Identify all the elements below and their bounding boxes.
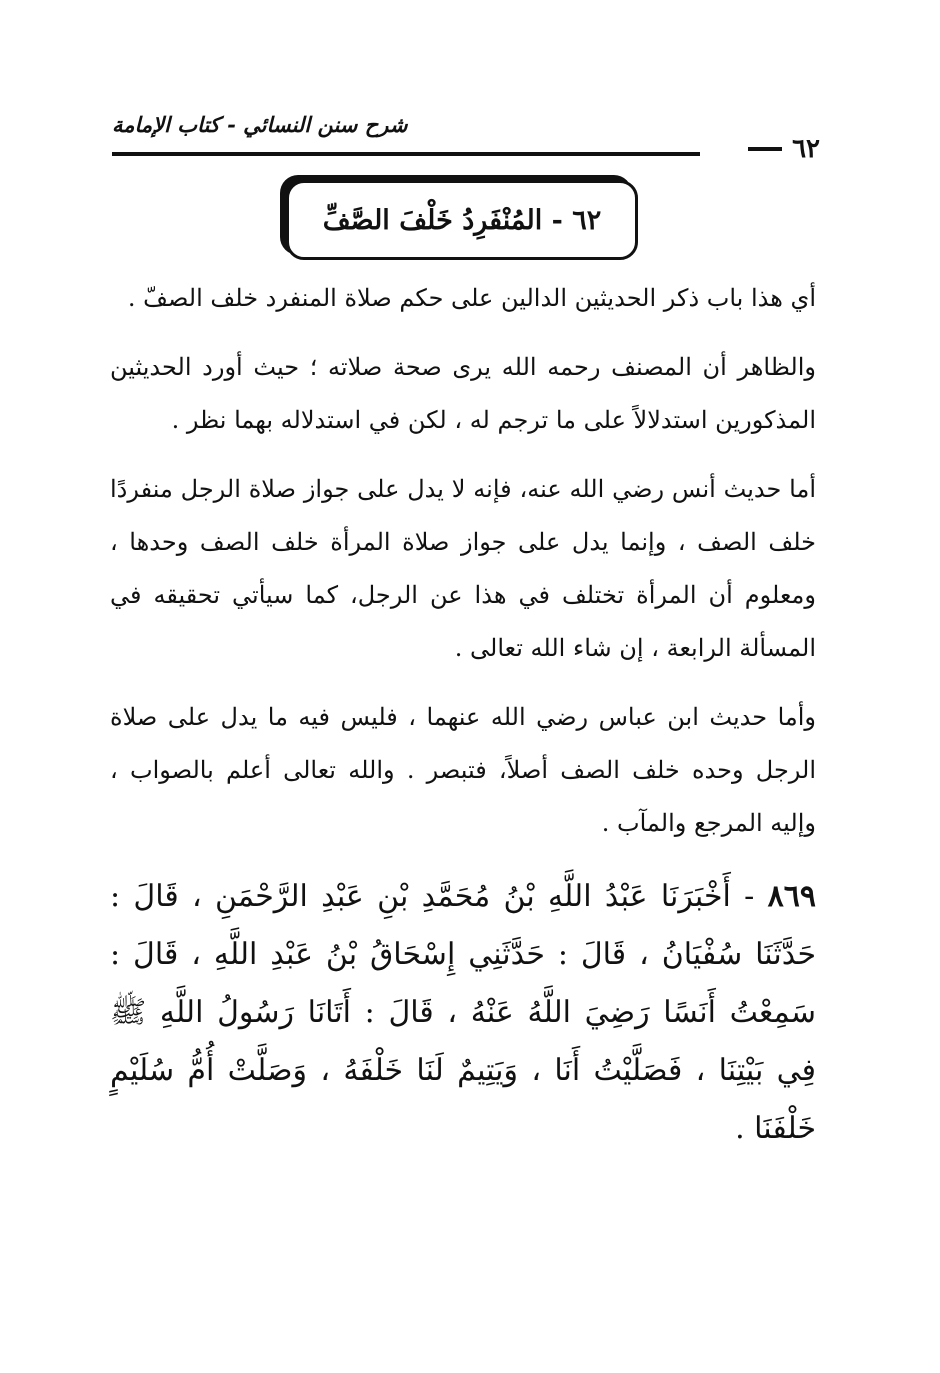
header-rule bbox=[112, 152, 700, 156]
page-number-dash bbox=[748, 147, 782, 151]
paragraph-2: والظاهر أن المصنف رحمه الله يرى صحة صلاته ؛ حيث أورد الحديثين المذكورين استدلالاً على ما ترجم له ، لكن في استدلاله بهما نظر . bbox=[110, 353, 816, 434]
hadith-number: ٨٦٩ bbox=[767, 879, 816, 914]
book-title: شرح سنن النسائي - كتاب الإمامة bbox=[112, 112, 408, 137]
paragraph-4: وأما حديث ابن عباس رضي الله عنهما ، فليس فيه ما يدل على صلاة الرجل وحده خلف الصف أصلاً، فتبصر . والله تعالى أعلم بالصواب ، وإليه المرجع والمآب . bbox=[110, 703, 816, 837]
main-content bbox=[110, 272, 816, 1158]
page-number-block bbox=[748, 134, 820, 164]
paragraph-3: أما حديث أنس رضي الله عنه، فإنه لا يدل على جواز صلاة الرجل منفردًا خلف الصف ، وإنما يدل على جواز صلاة المرأة خلف الصف وحدها ، ومعلوم أن المرأة تختلف في هذا عن الرجل، كما سيأتي تحقيقه في المسألة الرابعة ، إن شاء الله تعالى . bbox=[110, 475, 816, 662]
hadith-block bbox=[110, 868, 816, 1158]
chapter-title-box bbox=[286, 180, 638, 260]
page-number: ٦٢ bbox=[792, 134, 820, 164]
paragraph-1: أي هذا باب ذكر الحديثين الدالين على حكم صلاة المنفرد خلف الصفّ . bbox=[127, 284, 816, 312]
hadith-text: - أَخْبَرَنَا عَبْدُ اللَّهِ بْنُ مُحَمَّدِ بْنِ عَبْدِ الرَّحْمَنِ ، قَالَ : حَدَّثَنَا سُفْيَانُ ، قَالَ : حَدَّثَنِي إِسْحَاقُ بْنُ عَبْدِ اللَّهِ ، قَالَ : سَمِعْتُ أَنَسًا رَضِيَ اللَّهُ عَنْهُ ، قَالَ : أَتَانَا رَسُولُ اللَّهِ ﷺ فِي بَيْتِنَا ، فَصَلَّيْتُ أَنَا ، وَيَتِيمٌ لَنَا خَلْفَهُ ، وَصَلَّتْ أُمُّ سُلَيْمٍ خَلْفَنَا . bbox=[110, 879, 816, 1146]
running-header bbox=[112, 112, 820, 172]
chapter-title: ٦٢ - المُنْفَرِدُ خَلْفَ الصَّفِّ bbox=[322, 204, 602, 236]
